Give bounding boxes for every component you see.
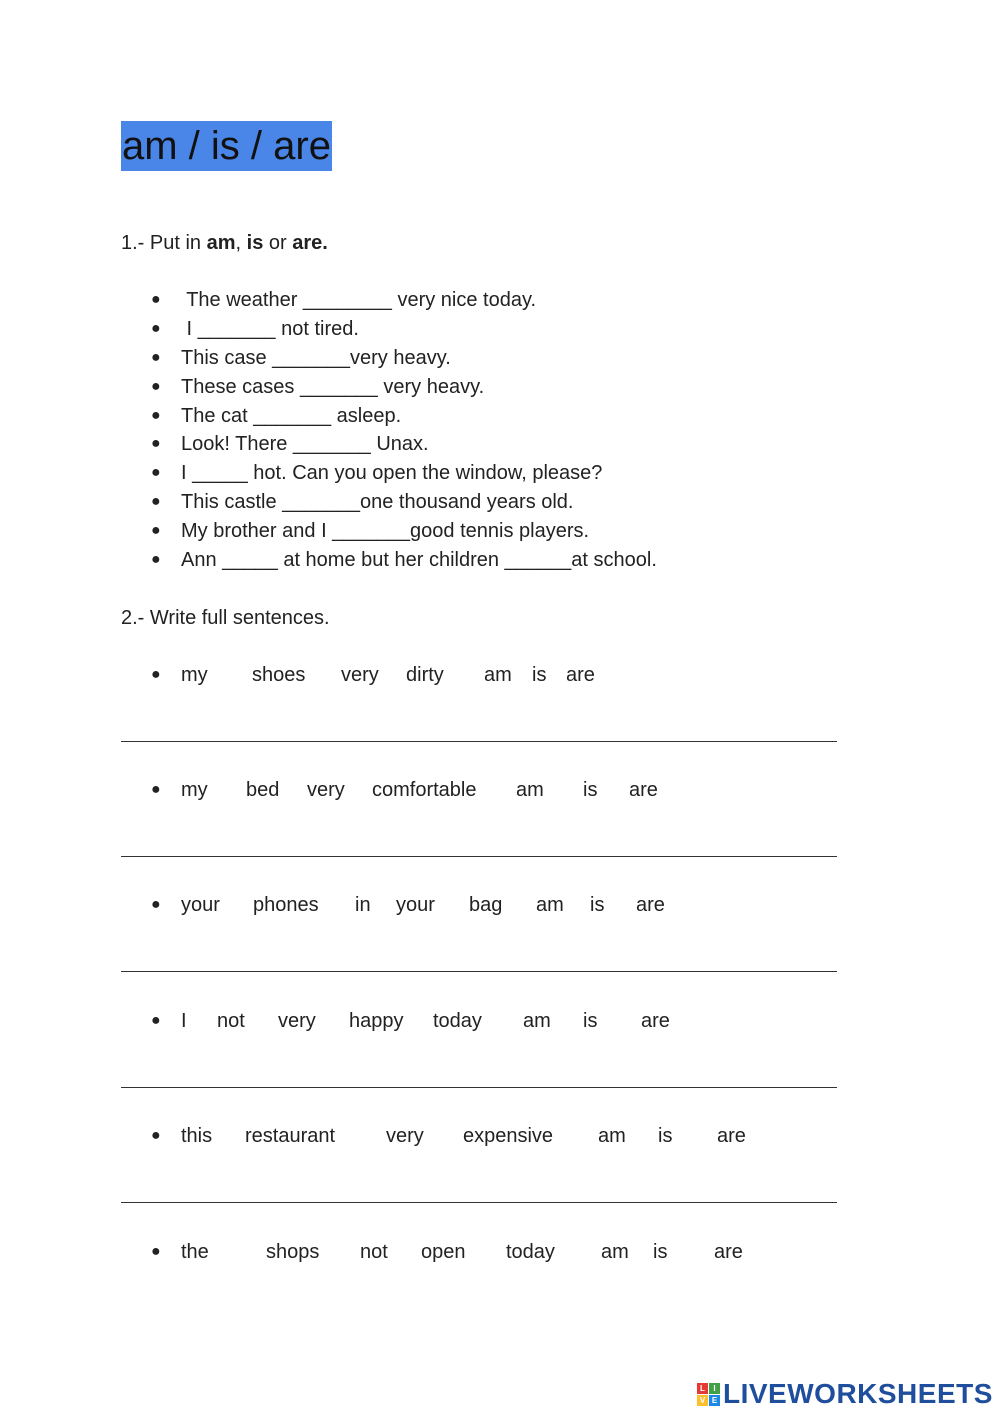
page-title: am / is / are: [121, 121, 332, 171]
exercise-2-word: am: [601, 1241, 629, 1263]
exercise-1-item-text: My brother and I _______good tennis players.: [181, 520, 590, 543]
exercise-2-word: your: [396, 894, 435, 916]
bullet-icon: ●: [151, 406, 161, 424]
exercise-1-item-text: This case _______very heavy.: [181, 346, 451, 369]
exercise-1-word-am: am: [206, 232, 236, 254]
exercise-1-item-text: The weather ________ very nice today.: [181, 289, 537, 311]
exercise-2-word: am: [523, 1010, 551, 1032]
exercise-2-word: bed: [246, 779, 280, 801]
exercise-2-word: happy: [349, 1010, 404, 1032]
exercise-2-word: are: [641, 1010, 670, 1032]
bullet-icon: ●: [151, 291, 161, 308]
bullet-icon: ●: [151, 435, 161, 453]
exercise-2-item: [151, 661, 851, 689]
exercise-1-item: [151, 286, 657, 315]
exercise-1-item: [151, 488, 657, 517]
bullet-icon: ●: [151, 493, 161, 511]
exercise-2-word: bag: [469, 894, 503, 916]
exercise-1-item: [151, 344, 657, 373]
answer-line[interactable]: [121, 1202, 837, 1203]
exercise-2-word: am: [536, 894, 564, 916]
answer-line[interactable]: [121, 1087, 837, 1088]
exercise-2-item: [151, 891, 851, 919]
bullet-icon: ●: [151, 781, 161, 798]
exercise-2-word: my: [181, 664, 208, 686]
bullet-icon: ●: [151, 551, 161, 569]
bullet-icon: ●: [151, 896, 161, 913]
exercise-2-word: are: [717, 1125, 746, 1147]
exercise-2-word: are: [566, 664, 595, 686]
exercise-1-list: [151, 286, 657, 575]
exercise-1-item: [151, 373, 657, 402]
exercise-2-item: [151, 1122, 851, 1150]
exercise-1-heading: [121, 231, 328, 255]
exercise-2-word: phones: [253, 894, 319, 916]
exercise-1-item-text: Ann _____ at home but her children ______at school.: [181, 549, 657, 572]
exercise-2-word: am: [516, 779, 544, 801]
exercise-1-heading-sep: ,: [235, 232, 247, 254]
exercise-1-item-text: I _______ not tired.: [181, 317, 359, 340]
exercise-2-word: today: [506, 1241, 555, 1263]
bullet-icon: ●: [151, 1243, 161, 1260]
exercise-2-word: dirty: [406, 664, 444, 686]
exercise-1-item: [151, 402, 657, 431]
logo-mark-tile: V: [697, 1395, 708, 1406]
liveworksheets-logo-text: LIVEWORKSHEETS: [723, 1378, 993, 1409]
exercise-1-heading-prefix: 1.- Put in: [121, 232, 207, 254]
bullet-icon: ●: [151, 377, 161, 395]
bullet-icon: ●: [151, 1127, 161, 1144]
exercise-1-item-text: These cases _______ very heavy.: [181, 375, 485, 398]
logo-mark-tile: I: [709, 1383, 720, 1394]
exercise-2-word: open: [421, 1241, 466, 1263]
exercise-2-word: shoes: [252, 664, 306, 686]
bullet-icon: ●: [151, 1012, 161, 1029]
exercise-2-word: your: [181, 894, 220, 916]
bullet-icon: ●: [151, 348, 161, 366]
exercise-2-word: am: [598, 1125, 626, 1147]
exercise-2-word: restaurant: [245, 1125, 336, 1147]
exercise-2-word: my: [181, 779, 208, 801]
exercise-2-word: not: [360, 1241, 388, 1263]
exercise-2-word: am: [484, 664, 512, 686]
exercise-2-word: is: [583, 1010, 598, 1032]
exercise-2-item: [151, 1238, 851, 1266]
exercise-2-word: very: [307, 779, 345, 801]
exercise-1-item: [151, 315, 657, 344]
exercise-2-word: this: [181, 1125, 213, 1147]
exercise-1-item-text: I _____ hot. Can you open the window, please?: [181, 462, 603, 485]
logo-mark-tile: L: [697, 1383, 708, 1394]
exercise-2-word: are: [636, 894, 665, 916]
bullet-icon: ●: [151, 666, 161, 683]
exercise-1-item: [151, 430, 657, 459]
exercise-1-word-is: is: [246, 232, 264, 254]
liveworksheets-logo: [697, 1378, 993, 1410]
exercise-2-word: is: [532, 664, 547, 686]
exercise-2-item: [151, 1007, 851, 1035]
exercise-2-word: is: [658, 1125, 673, 1147]
answer-line[interactable]: [121, 856, 837, 857]
exercise-1-heading-or: or: [263, 232, 293, 254]
exercise-2-word: very: [341, 664, 379, 686]
exercise-2-word: comfortable: [372, 779, 477, 801]
exercise-1-item-text: Look! There _______ Unax.: [181, 433, 429, 456]
exercise-2-word: are: [629, 779, 658, 801]
exercise-2-word: is: [653, 1241, 668, 1263]
exercise-2-word: is: [583, 779, 598, 801]
exercise-1-item: [151, 459, 657, 488]
exercise-2-word: is: [590, 894, 605, 916]
bullet-icon: ●: [151, 319, 161, 337]
exercise-1-item-text: This castle _______one thousand years old.: [181, 491, 574, 514]
answer-line[interactable]: [121, 971, 837, 972]
exercise-2-word: not: [217, 1010, 245, 1032]
exercise-2-word: very: [386, 1125, 424, 1147]
answer-line[interactable]: [121, 741, 837, 742]
exercise-2-word: today: [433, 1010, 482, 1032]
bullet-icon: ●: [151, 464, 161, 482]
exercise-1-item-text: The cat _______ asleep.: [181, 404, 402, 427]
exercise-1-item: [151, 546, 657, 575]
exercise-2-word: shops: [266, 1241, 320, 1263]
exercise-2-word: I: [181, 1010, 187, 1032]
liveworksheets-logo-icon: [697, 1383, 720, 1406]
exercise-2-word: in: [355, 894, 371, 916]
exercise-2-word: are: [714, 1241, 743, 1263]
exercise-2-word: expensive: [463, 1125, 554, 1147]
logo-mark-tile: E: [709, 1395, 720, 1406]
exercise-1-word-are: are.: [292, 232, 328, 254]
exercise-2-heading: 2.- Write full sentences.: [121, 607, 330, 629]
exercise-2-word: the: [181, 1241, 209, 1263]
exercise-2-word: very: [278, 1010, 316, 1032]
exercise-2-item: [151, 776, 851, 804]
exercise-1-item: [151, 517, 657, 546]
bullet-icon: ●: [151, 522, 161, 540]
